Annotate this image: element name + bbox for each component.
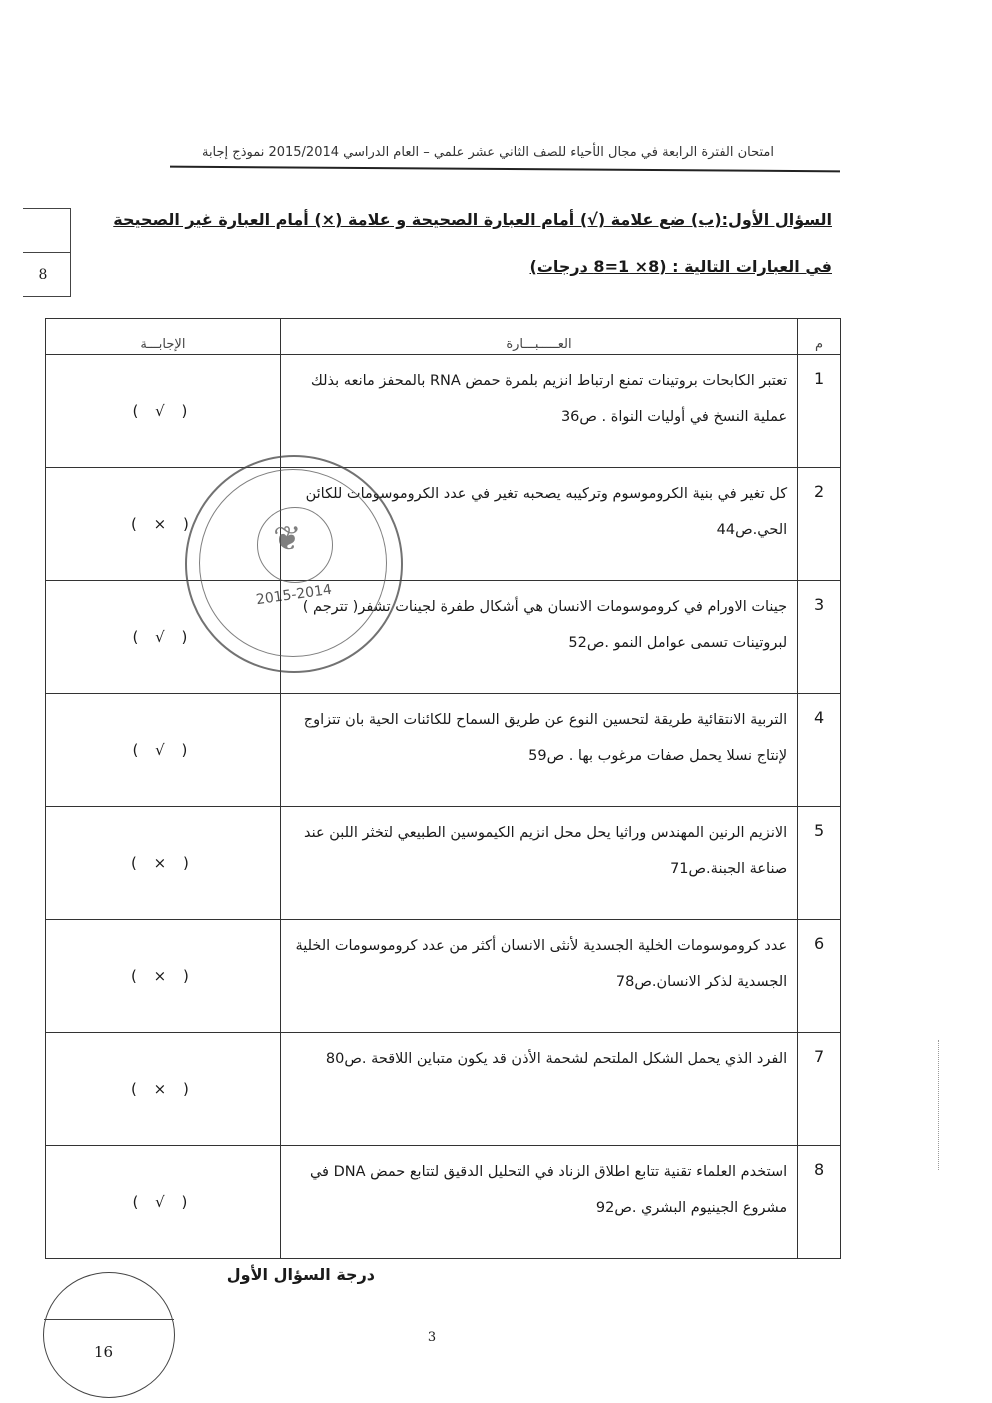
side-score-divider <box>23 252 70 253</box>
row-number: 8 <box>798 1146 841 1259</box>
row-statement: الانزيم الرنين المهندس وراثيا يحل محل انزيم الكيموسين الطبيعي لتخثر اللبن عند صناعة الجبنة.ص71 <box>280 807 797 920</box>
header-divider <box>170 166 840 173</box>
table-row <box>46 807 841 920</box>
grade-circle-divider <box>44 1319 174 1320</box>
header-number: م <box>798 319 841 355</box>
table-row <box>46 1146 841 1259</box>
page-number: 3 <box>427 1330 437 1345</box>
row-number: 3 <box>798 581 841 694</box>
grade-circle-score: 16 <box>94 1343 114 1361</box>
question-title: السؤال الأول:(ب) ضع علامة (√) أمام العبارة الصحيحة و علامة (×) أمام العبارة غير الصحيحة <box>113 210 832 229</box>
row-answer: ( √ ) <box>46 581 281 694</box>
exam-header: امتحان الفترة الرابعة في مجال الأحياء للصف الثاني عشر علمي – العام الدراسي 2015/2014 نموذج إجابة <box>201 145 775 160</box>
stamp-year: 2015-2014 <box>255 581 333 609</box>
side-score-box <box>23 208 71 297</box>
row-answer: ( × ) <box>46 807 281 920</box>
header-statement: العـــــبـــارة <box>280 319 797 355</box>
table-row <box>46 581 841 694</box>
table-row <box>46 1033 841 1146</box>
row-statement: التربية الانتقائية طريقة لتحسين النوع عن طريق السماح للكائنات الحية بان تتزاوج لإنتاج نسلا يحمل صفات مرغوب بها . ص59 <box>280 694 797 807</box>
header-answer: الإجابـــة <box>46 319 281 355</box>
row-statement: جينات الاورام في كروموسومات الانسان هي أشكال طفرة لجينات تشفر( تترجم ) لبروتينات تسمى عوامل النمو .ص52 <box>280 581 797 694</box>
row-answer: ( √ ) <box>46 694 281 807</box>
table-row <box>46 468 841 581</box>
table-row <box>46 355 841 468</box>
row-statement: عدد كروموسومات الخلية الجسدية لأنثى الانسان أكثر من عدد كروموسومات الخلية الجسدية لذكر الانسان.ص78 <box>280 920 797 1033</box>
row-answer: ( √ ) <box>46 355 281 468</box>
row-statement: كل تغير في بنية الكروموسوم وتركيبه يصحبه تغير في عدد الكروموسومات للكائن الحي.ص44 <box>280 468 797 581</box>
grade-circle <box>43 1272 175 1398</box>
row-number: 4 <box>798 694 841 807</box>
row-answer: ( × ) <box>46 920 281 1033</box>
question-grade-label: درجة السؤال الأول <box>226 1265 375 1284</box>
row-number: 5 <box>798 807 841 920</box>
eagle-emblem-icon: ❦ <box>273 519 302 559</box>
row-number: 6 <box>798 920 841 1033</box>
question-subtitle: في العبارات التالية : (8× 1=8 درجات) <box>529 257 832 276</box>
table-row <box>46 920 841 1033</box>
margin-mark <box>938 1040 969 1170</box>
row-number: 7 <box>798 1033 841 1146</box>
table-row <box>46 694 841 807</box>
side-score-value: 8 <box>38 267 48 283</box>
row-statement: تعتبر الكابحات بروتينات تمنع ارتباط انزيم بلمرة حمض RNA بالمحفز مانعه بذلك عملية النسخ في أوليات النواة . ص36 <box>280 355 797 468</box>
row-number: 2 <box>798 468 841 581</box>
row-number: 1 <box>798 355 841 468</box>
row-answer: ( × ) <box>46 468 281 581</box>
row-answer: ( √ ) <box>46 1146 281 1259</box>
row-statement: الفرد الذي يحمل الشكل الملتحم لشحمة الأذن قد يكون متباين اللاقحة .ص80 <box>280 1033 797 1146</box>
answers-table <box>45 318 841 1259</box>
row-answer: ( × ) <box>46 1033 281 1146</box>
row-statement: استخدم العلماء تقنية تتابع اطلاق الزناد في التحليل الدقيق لتتابع حمض DNA في مشروع الجينيوم البشري .ص92 <box>280 1146 797 1259</box>
